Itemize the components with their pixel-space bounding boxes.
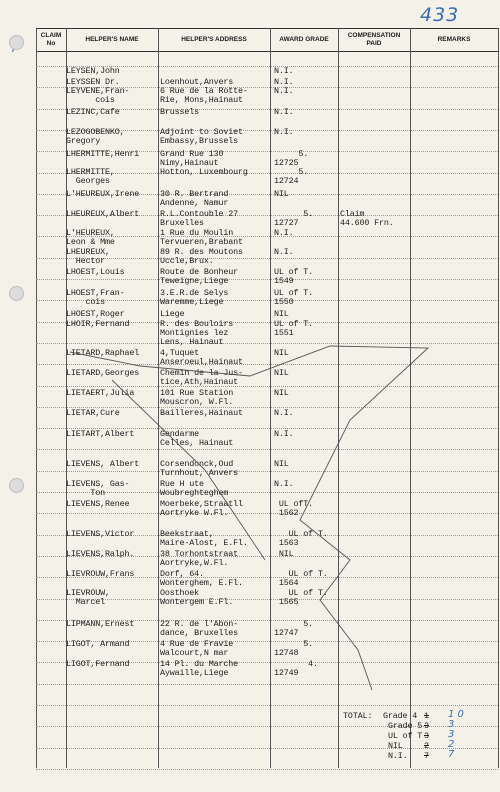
helper-address: 4,Tuquet Anseroeul,Hainaut [160, 348, 243, 367]
helper-address: Chemin de la Jus- tice,Ath,Hainaut [160, 368, 243, 387]
award-grade: N.I. [274, 86, 294, 96]
helper-name: LHOEST,Fran- cois [66, 288, 125, 307]
helper-address: 3.E.R.de Selys Waremme,Liege [160, 288, 229, 307]
helper-name: LIEVROUW, Marcel [66, 588, 110, 607]
helper-address: 6 Rue de la Rotte- Rie, Mons,Hainaut [160, 86, 248, 105]
totals-typed-value: 3 [424, 731, 429, 741]
header-compensation-paid: COMPENSATION PAID [338, 28, 410, 52]
helper-address: Hotton, Luxembourg [160, 167, 248, 177]
helper-name: LIGOT,Fernand [66, 659, 130, 669]
helper-address: Adjoint to Soviet Embassy,Brussels [160, 127, 243, 146]
totals-line: NIL [388, 741, 403, 751]
helper-address: Beekstraat, Maire-Alost, E.Fl. [160, 529, 248, 548]
pencil-strike-line [70, 346, 428, 690]
award-grade: UL of T. 1550 [274, 288, 314, 307]
compensation-paid: Claim 44.600 Frn. [340, 209, 394, 228]
helper-name: LHOEST,Roger [66, 309, 125, 319]
helper-name: LHERMITTE, Georges [66, 167, 115, 186]
totals-typed-value: 3 [424, 721, 429, 731]
helper-address: Grand Rue 130 Nimy,Hainaut [160, 149, 224, 168]
helper-name: LIETARD,Georges [66, 368, 140, 378]
helper-name: LHEUREUX, Hector [66, 247, 110, 266]
totals-handwritten-value: 3 [448, 719, 455, 730]
helper-name: LEYSSEN Dr. [66, 77, 120, 87]
helper-name: LIEVENS,Victor [66, 529, 135, 539]
award-grade: NIL [274, 549, 294, 559]
helper-address: Dorf, 64. Wonterghem, E.Fl. [160, 569, 243, 588]
totals-handwritten-value: 1 0 [448, 709, 464, 720]
header-award-grade: AWARD GRADE [270, 28, 338, 52]
award-grade: NIL [274, 368, 289, 378]
award-grade: UL of T. 1563 [278, 529, 328, 548]
header-helper-address: HELPER'S ADDRESS [158, 28, 270, 52]
totals-handwritten-value: 3 [448, 729, 455, 740]
helper-name: LIETAERT,Julia [66, 388, 135, 398]
helper-name: L'HEUREUX, Leon & Mme [66, 228, 115, 247]
helper-name: LIEVENS, Gas- Ton [66, 479, 130, 498]
award-grade: NIL [274, 348, 289, 358]
helper-address: Corsendonck,Oud Turnhout, Anvers [160, 459, 239, 478]
award-grade: NIL [274, 459, 289, 469]
helper-address: 22 R. de l'Abon- dance, Bruxelles [160, 619, 239, 638]
totals-line: Grade 5 [388, 721, 423, 731]
header-remarks: REMARKS [410, 28, 498, 52]
totals-line: Grade 4 [383, 711, 418, 721]
award-grade: N.I. [274, 127, 294, 137]
award-grade: 5. 12727 [274, 209, 314, 228]
award-grade: N.I. [274, 429, 294, 439]
award-grade: N.I. [274, 247, 294, 257]
award-grade: N.I. [274, 107, 294, 117]
helper-address: Route de Bonheur Teweigne,Liege [160, 267, 239, 286]
helper-name: LHERMITTE,Henri [66, 149, 140, 159]
helper-address: R. des Bouloirs Montignies lez Lens, Hainaut [160, 319, 234, 347]
helper-name: LHOIR,Fernand [66, 319, 130, 329]
totals-line: N.I. [388, 751, 408, 761]
helper-name: LIETAR,Cure [66, 408, 120, 418]
award-grade: UL of T. 1551 [274, 319, 314, 338]
helper-name: LIEVENS, Albert [66, 459, 140, 469]
helper-name: LIETART,Albert [66, 429, 135, 439]
helper-name: LIEVENS,Renee [66, 499, 130, 509]
helper-address: 30 R. Bertrand Andenne, Namur [160, 189, 229, 208]
award-grade: N.I. [274, 408, 294, 418]
helper-name: LEYSEN,John [66, 66, 120, 76]
helper-name: LIGOT, Armand [66, 639, 130, 649]
award-grade: UL of T. 1564 [278, 569, 328, 588]
helper-address: 101 Rue Station Mouscron, W.Fl. [160, 388, 234, 407]
helper-name: LHOEST,Louis [66, 267, 125, 277]
helper-name: LIETARD,Raphael [66, 348, 140, 358]
helper-name: LIEVROUW,Frans [66, 569, 135, 579]
totals-line: UL of T [388, 731, 423, 741]
helper-address: Liege [160, 309, 185, 319]
helper-address: R.L.Contouble 27 Bruxelles [160, 209, 239, 228]
page-number: 433 [420, 4, 460, 26]
award-grade: NIL [274, 309, 289, 319]
award-grade: N.I. [274, 479, 294, 489]
helper-name: L'HEUREUX,Irene [66, 189, 140, 199]
helper-address: Loenhout,Anvers [160, 77, 234, 87]
totals-handwritten-value: 7 [448, 749, 455, 760]
award-grade: 5. 12747 [274, 619, 314, 638]
helper-address: 1 Rue du Moulin Tervueren,Brabant [160, 228, 243, 247]
totals-label: TOTAL: [343, 712, 373, 721]
helper-address: Moerbeke,Straatll Aortryke W.Fl. [160, 499, 243, 518]
helper-name: LEZOGOBENKO, Gregory [66, 127, 125, 146]
helper-name: LIEVENS,Ralph. [66, 549, 135, 559]
helper-name: LIPMANN,Ernest [66, 619, 135, 629]
award-grade: N.I. [274, 66, 294, 76]
award-grade: N.I. [274, 77, 294, 87]
pencil-strike-line [112, 380, 265, 560]
award-grade: NIL [274, 189, 289, 199]
header-claim-no: CLAIM No [36, 28, 66, 52]
helper-name: LHEUREUX,Albert [66, 209, 140, 219]
award-grade: 5. 12724 [274, 167, 309, 186]
helper-address: Rue H ute Woubreghteghem [160, 479, 229, 498]
totals-handwritten-value: 2 [448, 739, 455, 750]
totals-typed-value: 1 [424, 711, 429, 721]
helper-name: LEYVENE,Fran- cois [66, 86, 130, 105]
totals-typed-value: 2 [424, 741, 429, 751]
helper-address: Gendarme Celles, Hainaut [160, 429, 234, 448]
helper-address: Bailleres,Hainaut [160, 408, 243, 418]
award-grade: 5. 12725 [274, 149, 309, 168]
helper-address: Brussels [160, 107, 200, 117]
award-grade: N.I. [274, 228, 294, 238]
award-grade: UL of T. 1549 [274, 267, 314, 286]
header-helper-name: HELPER'S NAME [66, 28, 158, 52]
totals-typed-value: 7 [424, 751, 429, 761]
helper-address: 14 Pl. du Marche Aywaille,Liege [160, 659, 239, 678]
award-grade: 5. 12748 [274, 639, 314, 658]
helper-address: 4 Rue de Fravie Walcourt,N mar [160, 639, 234, 658]
helper-address: 38 Torhontstraat Aortryke,W.Fl. [160, 549, 239, 568]
award-grade: 4. 12749 [274, 659, 318, 678]
award-grade: UL ofT. 1562 [278, 499, 314, 518]
award-grade: NIL [274, 388, 289, 398]
award-grade: UL of T. 1565 [278, 588, 328, 607]
helper-address: 89 R. des Moutons Uccle,Brux. [160, 247, 243, 266]
helper-address: Oosthoek Wontergem E.Fl. [160, 588, 234, 607]
helper-name: LEZINC,Cafe [66, 107, 120, 117]
